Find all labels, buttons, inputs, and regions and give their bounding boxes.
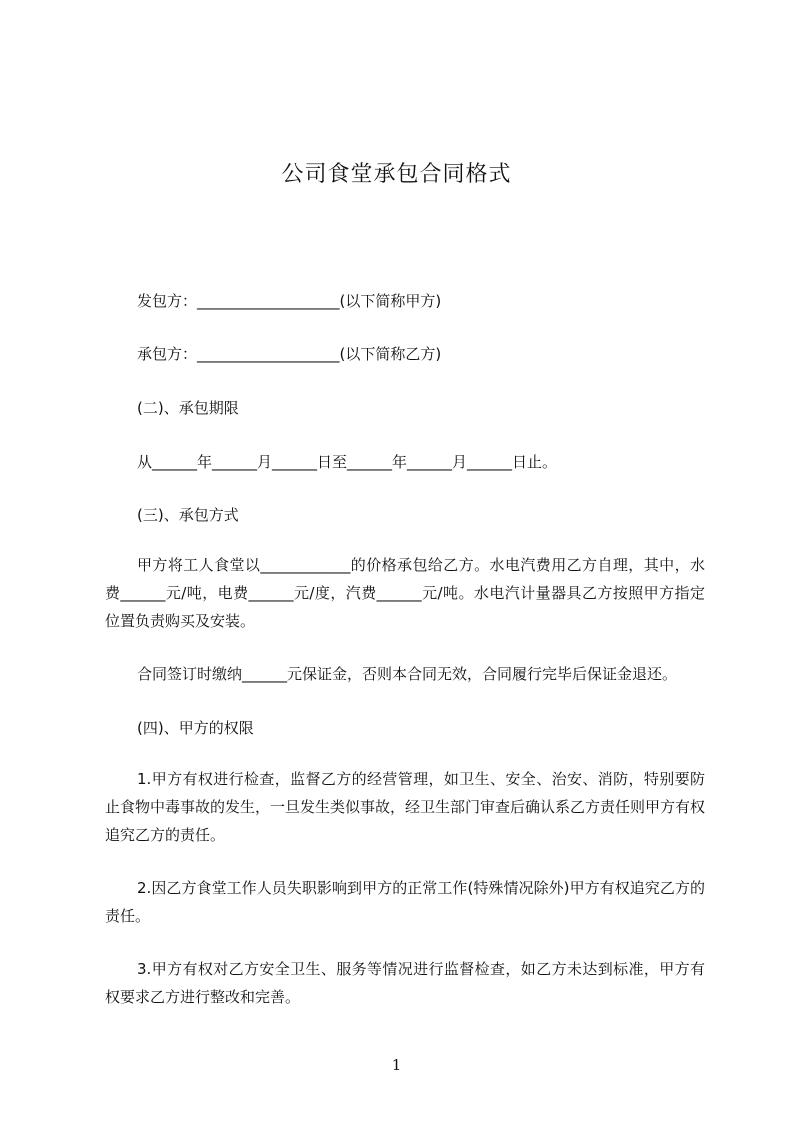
right-1-paragraph: 1.甲方有权进行检查，监督乙方的经营管理，如卫生、安全、治安、消防，特别要防止食物中毒事故的发生，一旦发生类似事故，经卫生部门审查后确认系乙方责任则甲方有权追究乙方的责任。 — [105, 770, 706, 844]
page-number: 1 — [391, 1056, 402, 1074]
section-3-heading: (三)、承包方式 — [137, 506, 239, 524]
mode-paragraph: 甲方将工人食堂以____________的价格承包给乙方。水电汽费用乙方自理，其中，水费______元/吨，电费______元/度，汽费______元/吨。水电汽计量器具乙方按照甲方指定位置负责购买及安装。 — [105, 556, 705, 630]
deposit-line: 合同签订时缴纳______元保证金，否则本合同无效，合同履行完毕后保证金退还。 — [137, 665, 678, 683]
section-2-heading: (二)、承包期限 — [137, 399, 239, 417]
party-b-line: 承包方：___________________(以下简称乙方) — [137, 345, 442, 363]
right-2-paragraph: 2.因乙方食堂工作人员失职影响到甲方的正常工作(特殊情况除外)甲方有权追究乙方的责任。 — [105, 879, 705, 925]
section-4-heading: (四)、甲方的权限 — [137, 719, 254, 737]
document-title: 公司食堂承包合同格式 — [281, 161, 512, 187]
party-a-line: 发包方：___________________(以下简称甲方) — [137, 292, 442, 310]
right-3-paragraph: 3.甲方有权对乙方安全卫生、服务等情况进行监督检查，如乙方未达到标准，甲方有权要求乙方进行整改和完善。 — [105, 960, 705, 1006]
term-line: 从______年______月______日至______年______月______日止。 — [137, 453, 558, 471]
